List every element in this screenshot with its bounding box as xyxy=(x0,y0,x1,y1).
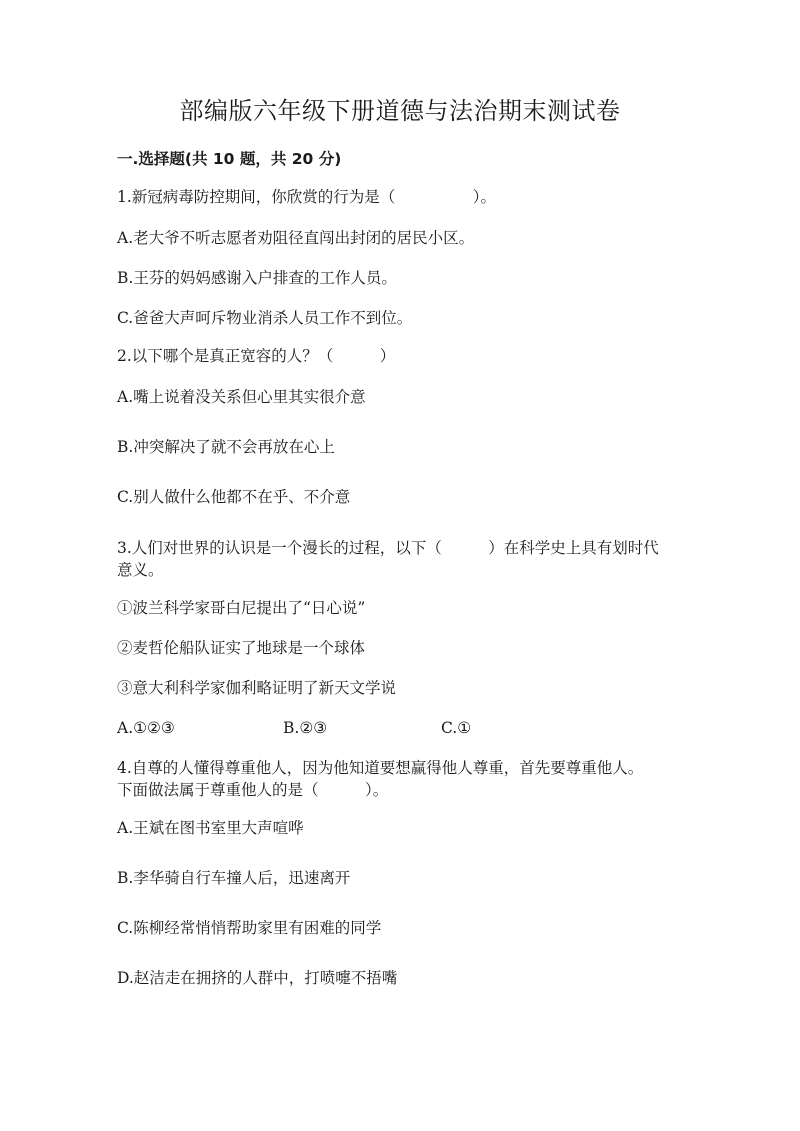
question-2-stem: 2.以下哪个是真正宽容的人？（ ） xyxy=(117,347,396,365)
question-3-statement-2: ②麦哲伦船队证实了地球是一个球体 xyxy=(117,639,366,657)
question-2-option-b: B.冲突解决了就不会再放在心上 xyxy=(117,438,335,456)
question-2-option-a: A.嘴上说着没关系但心里其实很介意 xyxy=(117,388,366,406)
question-1-option-b: B.王芬的妈妈感谢入户排查的工作人员。 xyxy=(117,269,397,287)
question-3-stem-line-2: 意义。 xyxy=(117,561,164,579)
question-4-stem-line-2: 下面做法属于尊重他人的是（ ）。 xyxy=(117,781,389,799)
question-3-statement-3: ③意大利科学家伽利略证明了新天文学说 xyxy=(117,679,397,697)
question-4-option-b: B.李华骑自行车撞人后，迅速离开 xyxy=(117,869,351,887)
section-heading: 一.选择题(共 10 题，共 20 分) xyxy=(117,150,342,168)
question-1-option-a: A.老大爷不听志愿者劝阻径直闯出封闭的居民小区。 xyxy=(117,229,475,247)
question-3-option-a: A.①②③ xyxy=(117,719,175,737)
question-1-option-c: C.爸爸大声呵斥物业消杀人员工作不到位。 xyxy=(117,309,413,327)
question-3-stem-line-1: 3.人们对世界的认识是一个漫长的过程，以下（ ）在科学史上具有划时代 xyxy=(117,539,659,557)
question-2-option-c: C.别人做什么他都不在乎、不介意 xyxy=(117,488,351,506)
question-4-stem-line-1: 4.自尊的人懂得尊重他人，因为他知道要想赢得他人尊重，首先要尊重他人。 xyxy=(117,759,644,777)
question-3-option-b: B.②③ xyxy=(283,719,328,737)
question-4-option-d: D.赵洁走在拥挤的人群中，打喷嚏不捂嘴 xyxy=(117,969,398,987)
question-3-statement-1: ①波兰科学家哥白尼提出了“日心说” xyxy=(117,599,366,617)
question-4-option-c: C.陈柳经常悄悄帮助家里有困难的同学 xyxy=(117,919,382,937)
question-1-stem: 1.新冠病毒防控期间，你欣赏的行为是（ ）。 xyxy=(117,188,497,206)
question-4-option-a: A.王斌在图书室里大声喧哗 xyxy=(117,819,304,837)
page-title: 部编版六年级下册道德与法治期末测试卷 xyxy=(179,97,621,125)
question-3-option-c: C.① xyxy=(441,719,472,737)
